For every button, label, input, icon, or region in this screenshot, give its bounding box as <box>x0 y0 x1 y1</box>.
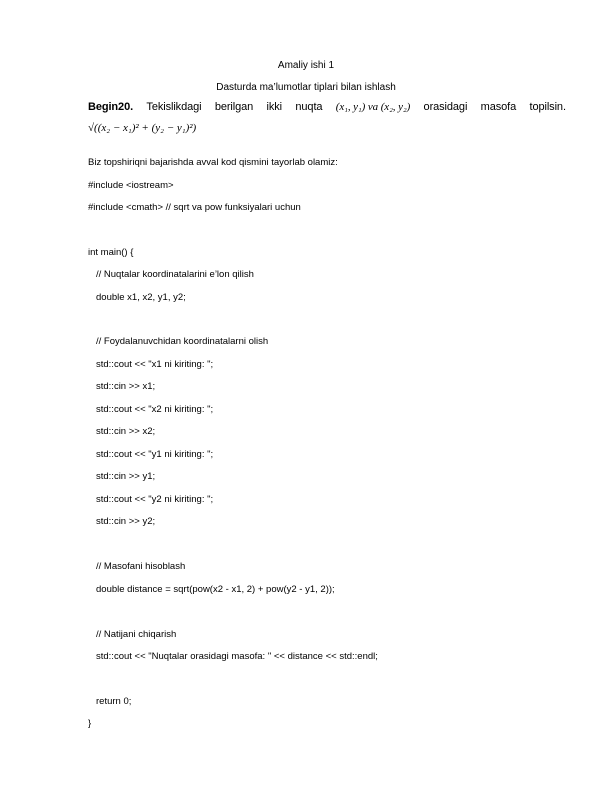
code-line: std::cin >> y1; <box>96 471 156 482</box>
code-line: std::cin >> x1; <box>96 381 156 392</box>
task-word: nuqta <box>295 101 323 113</box>
point-one-text: (x₁, y₁) <box>335 101 366 113</box>
task-word: topilsin. <box>529 101 566 113</box>
task-label: Begin20. <box>88 101 134 113</box>
document-subtitle: Dasturda ma’lumotlar tiplari bilan ishlash <box>216 82 396 93</box>
code-line: std::cout << "x2 ni kiriting: "; <box>96 404 214 415</box>
intro-text: Biz topshiriqni bajarishda avval kod qismini tayorlab olamiz: <box>88 157 338 168</box>
code-line: std::cout << "y2 ni kiriting: "; <box>96 494 214 505</box>
code-line: return 0; <box>96 696 132 707</box>
task-statement <box>88 99 566 115</box>
code-comment: // Nuqtalar koordinatalarini e’lon qilish <box>96 269 254 280</box>
code-line: #include <iostream> <box>88 180 174 191</box>
point-two-text: (x₂, y₂) <box>380 101 411 113</box>
task-word: orasidagi <box>423 101 468 113</box>
code-comment: // Natijani chiqarish <box>96 629 177 640</box>
code-comment: // Foydalanuvchidan koordinatalarni olish <box>96 336 269 347</box>
code-line: int main() { <box>88 247 134 258</box>
code-line: std::cin >> x2; <box>96 426 156 437</box>
code-line: std::cin >> y2; <box>96 516 156 527</box>
code-line: std::cout << "Nuqtalar orasidagi masofa: " << distance << std::endl; <box>96 651 378 662</box>
task-word: masofa <box>480 101 517 113</box>
distance-formula: √((x₂ − x₁)² + (y₂ − y₁)²) <box>88 122 197 134</box>
task-word: ikki <box>266 101 283 113</box>
task-word: berilgan <box>214 101 254 113</box>
code-line: } <box>88 718 92 729</box>
document-title: Amaliy ishi 1 <box>277 60 335 71</box>
task-word: Tekislikdagi <box>146 101 202 113</box>
code-line: #include <cmath> // sqrt va pow funksiyalari uchun <box>88 202 301 213</box>
code-line: double distance = sqrt(pow(x2 - x1, 2) + pow(y2 - y1, 2)); <box>96 584 335 595</box>
code-line: double x1, x2, y1, y2; <box>96 292 186 303</box>
code-comment: // Masofani hisoblash <box>96 561 186 572</box>
point-one <box>336 101 410 113</box>
code-line: std::cout << "x1 ni kiriting: "; <box>96 359 214 370</box>
code-line: std::cout << "y1 ni kiriting: "; <box>96 449 214 460</box>
conjunction: va <box>367 101 379 113</box>
